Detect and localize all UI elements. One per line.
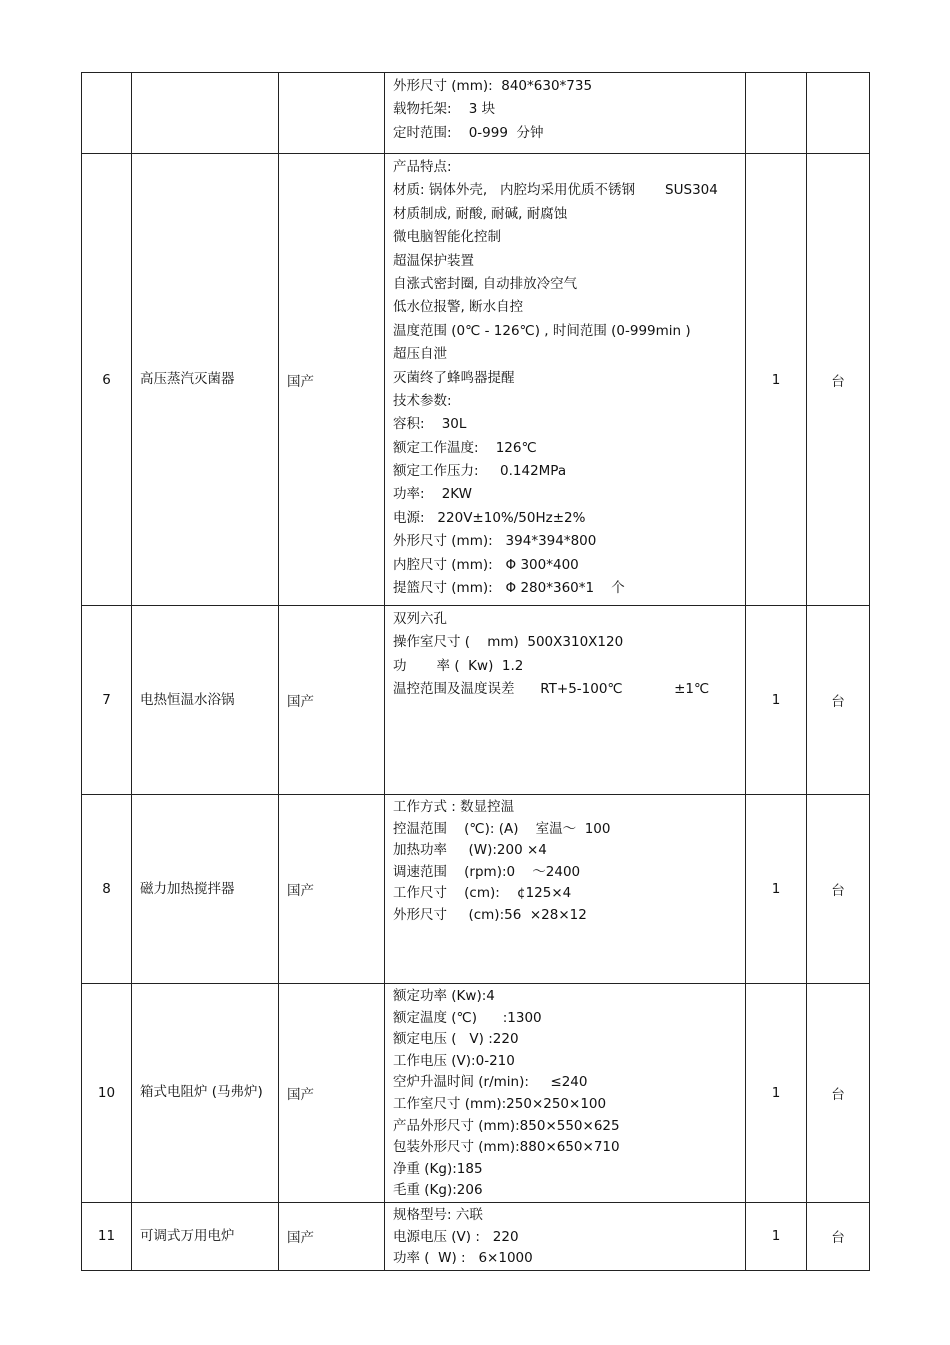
item-spec-cell xyxy=(385,1202,746,1270)
spec-line: 功率 ( W) : 6×1000 xyxy=(393,1250,533,1267)
item-quantity-cell: 1 xyxy=(746,984,807,1203)
spec-line: 产品特点: xyxy=(393,159,452,175)
spec-line: 材质制成, 耐酸, 耐碱, 耐腐蚀 xyxy=(393,205,568,222)
spec-line: 工作室尺寸 (mm):250×250×100 xyxy=(393,1095,607,1112)
spec-line: 毛重 (Kg):206 xyxy=(393,1182,483,1199)
spec-line: 外形尺寸 (mm): 840*630*735 xyxy=(393,78,593,94)
item-spec-cell xyxy=(385,73,746,154)
spec-line: 电源电压 (V) : 220 xyxy=(393,1228,519,1245)
spec-line: 提篮尺寸 (mm): Φ 280*360*1 个 xyxy=(393,580,625,597)
item-name-cell xyxy=(132,73,279,154)
item-origin-cell: 国产 xyxy=(279,606,385,795)
item-unit-cell: 台 xyxy=(807,795,870,984)
spec-line: 加热功率 (W):200 ×4 xyxy=(393,842,547,859)
item-name-cell: 高压蒸汽灭菌器 xyxy=(132,154,279,606)
item-number-cell xyxy=(82,73,132,154)
table-row xyxy=(82,984,870,1203)
spec-line: 额定功率 (Kw):4 xyxy=(393,988,495,1004)
spec-line: 温控范围及温度误差 RT+5-100℃ ±1℃ xyxy=(393,681,710,698)
spec-line: 功 率 ( Kw) 1.2 xyxy=(393,657,524,674)
item-name-cell: 电热恒温水浴锅 xyxy=(132,606,279,795)
spec-line: 灭菌终了蜂鸣器提醒 xyxy=(393,369,515,386)
item-origin-cell xyxy=(279,73,385,154)
table-row xyxy=(82,154,870,606)
item-quantity-cell: 1 xyxy=(746,154,807,606)
item-name-cell: 可调式万用电炉 xyxy=(132,1202,279,1270)
item-number-cell: 11 xyxy=(82,1202,132,1270)
spec-line: 控温范围 (℃): (A) 室温～ 100 xyxy=(393,820,611,837)
item-number-cell: 7 xyxy=(82,606,132,795)
spec-line: 定时范围: 0-999 分钟 xyxy=(393,124,544,141)
spec-line: 净重 (Kg):185 xyxy=(393,1160,483,1177)
spec-line: 超温保护装置 xyxy=(393,252,474,269)
spec-line: 额定工作压力: 0.142MPa xyxy=(393,463,567,480)
item-spec-cell xyxy=(385,154,746,606)
spec-line: 自涨式密封圈, 自动排放冷空气 xyxy=(393,275,578,292)
spec-line: 材质: 锅体外壳, 内腔均采用优质不锈钢 SUS304 xyxy=(393,182,718,199)
spec-line: 外形尺寸 (cm):56 ×28×12 xyxy=(393,906,587,923)
item-name-cell: 箱式电阻炉 (马弗炉) xyxy=(132,984,279,1203)
spec-line: 额定电压 ( V) :220 xyxy=(393,1031,519,1048)
spec-line: 内腔尺寸 (mm): Φ 300*400 xyxy=(393,556,579,573)
item-quantity-cell: 1 xyxy=(746,1202,807,1270)
item-quantity-cell: 1 xyxy=(746,606,807,795)
spec-line: 电源: 220V±10%/50Hz±2% xyxy=(393,509,586,526)
spec-line: 产品外形尺寸 (mm):850×550×625 xyxy=(393,1117,620,1134)
spec-line: 空炉升温时间 (r/min): ≤240 xyxy=(393,1074,588,1091)
spec-line: 载物托架: 3 块 xyxy=(393,101,496,118)
spec-line: 规格型号: 六联 xyxy=(393,1206,483,1223)
spec-line: 功率: 2KW xyxy=(393,486,473,503)
item-unit-cell: 台 xyxy=(807,606,870,795)
spec-line: 外形尺寸 (mm): 394*394*800 xyxy=(393,533,597,550)
item-origin-cell: 国产 xyxy=(279,1202,385,1270)
item-spec-cell xyxy=(385,795,746,984)
table-row xyxy=(82,795,870,984)
table-body xyxy=(82,73,870,1271)
item-spec-cell xyxy=(385,984,746,1203)
table-row xyxy=(82,606,870,795)
spec-line: 包装外形尺寸 (mm):880×650×710 xyxy=(393,1139,620,1156)
spec-line: 额定工作温度: 126℃ xyxy=(393,439,537,456)
item-name-cell: 磁力加热搅拌器 xyxy=(132,795,279,984)
spec-line: 超压自泄 xyxy=(393,346,447,363)
spec-line: 温度范围 (0℃ - 126℃) , 时间范围 (0-999min ) xyxy=(393,322,691,339)
spec-line: 低水位报警, 断水自控 xyxy=(393,299,524,316)
spec-line: 微电脑智能化控制 xyxy=(393,229,501,246)
item-unit-cell: 台 xyxy=(807,154,870,606)
item-number-cell: 6 xyxy=(82,154,132,606)
item-origin-cell: 国产 xyxy=(279,795,385,984)
item-unit-cell xyxy=(807,73,870,154)
item-number-cell: 10 xyxy=(82,984,132,1203)
item-spec-cell xyxy=(385,606,746,795)
spec-line: 容积: 30L xyxy=(393,416,467,433)
spec-line: 操作室尺寸 ( mm) 500X310X120 xyxy=(393,634,624,651)
spec-line: 技术参数: xyxy=(393,392,452,409)
item-unit-cell: 台 xyxy=(807,1202,870,1270)
item-quantity-cell: 1 xyxy=(746,795,807,984)
spec-line: 工作尺寸 (cm): ¢125×4 xyxy=(393,885,572,902)
spec-line: 双列六孔 xyxy=(393,611,447,627)
item-origin-cell: 国产 xyxy=(279,984,385,1203)
table-row xyxy=(82,1202,870,1270)
item-number-cell: 8 xyxy=(82,795,132,984)
item-unit-cell: 台 xyxy=(807,984,870,1203)
spec-line: 额定温度 (℃) :1300 xyxy=(393,1009,542,1026)
spec-line: 工作电压 (V):0-210 xyxy=(393,1052,515,1069)
equipment-spec-table xyxy=(81,72,870,1271)
item-quantity-cell xyxy=(746,73,807,154)
spec-line: 调速范围 (rpm):0 ～2400 xyxy=(393,863,581,880)
item-origin-cell: 国产 xyxy=(279,154,385,606)
table-row xyxy=(82,73,870,154)
spec-line: 工作方式 : 数显控温 xyxy=(393,799,515,815)
